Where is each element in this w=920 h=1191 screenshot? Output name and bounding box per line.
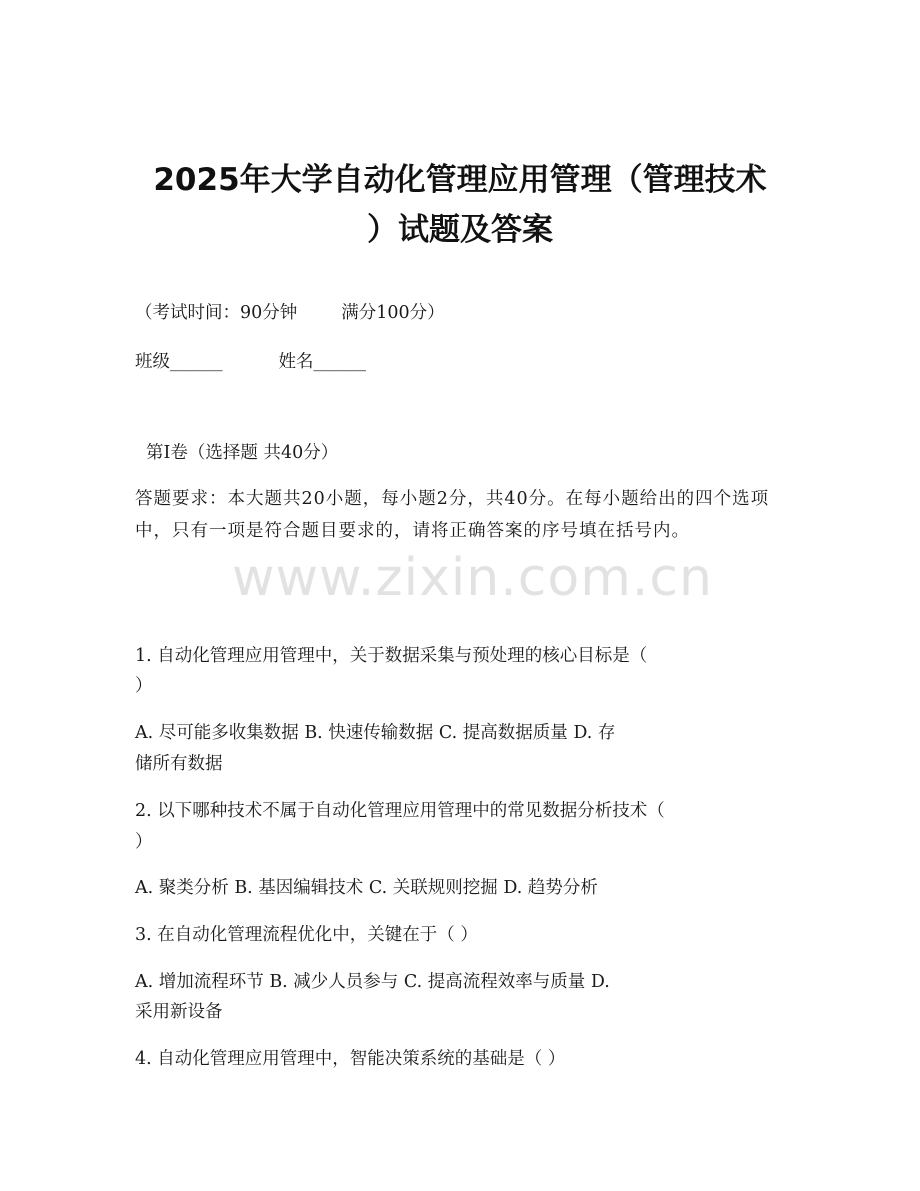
question-3-stem: 3. 在自动化管理流程优化中，关键在于（ ） (135, 925, 478, 945)
question-3-options-cont: 采用新设备 (135, 1002, 223, 1022)
question-2-stem-cont: ） (135, 832, 153, 852)
question-1-stem: 1. 自动化管理应用管理中，关于数据采集与预处理的核心目标是（ (135, 646, 648, 666)
question-2-options: A. 聚类分析 B. 基因编辑技术 C. 关联规则挖掘 D. 趋势分析 (135, 878, 598, 898)
name-field: 姓名______ (278, 352, 366, 372)
class-field: 班级______ (135, 352, 223, 372)
title-line-1: 2025年大学自动化管理应用管理（管理技术 (153, 162, 767, 198)
section-title: 第Ⅰ卷（选择题 共40分） (146, 443, 339, 463)
title-line-2: ）试题及答案 (367, 212, 553, 248)
exam-info (135, 297, 795, 329)
student-info (135, 346, 795, 378)
question-4-stem: 4. 自动化管理应用管理中，智能决策系统的基础是（ ） (135, 1049, 566, 1069)
question-1-options-cont: 储所有数据 (135, 754, 223, 774)
document-title (120, 155, 800, 255)
question-1-options: A. 尽可能多收集数据 B. 快速传输数据 C. 提高数据质量 D. 存 (135, 723, 616, 743)
full-score: 满分100分） (341, 303, 445, 323)
question-3-options: A. 增加流程环节 B. 减少人员参与 C. 提高流程效率与质量 D. (135, 972, 610, 992)
question-1-stem-cont: ） (135, 676, 153, 696)
exam-time: （考试时间：90分钟 (135, 303, 298, 323)
watermark: www.zixin.com.cn (232, 548, 713, 608)
question-2-stem: 2. 以下哪种技术不属于自动化管理应用管理中的常见数据分析技术（ (135, 801, 665, 821)
instructions: 答题要求：本大题共20小题，每小题2分，共40分。在每小题给出的四个选项中，只有一项是符合题目要求的，请将正确答案的序号填在括号内。 (135, 489, 770, 541)
